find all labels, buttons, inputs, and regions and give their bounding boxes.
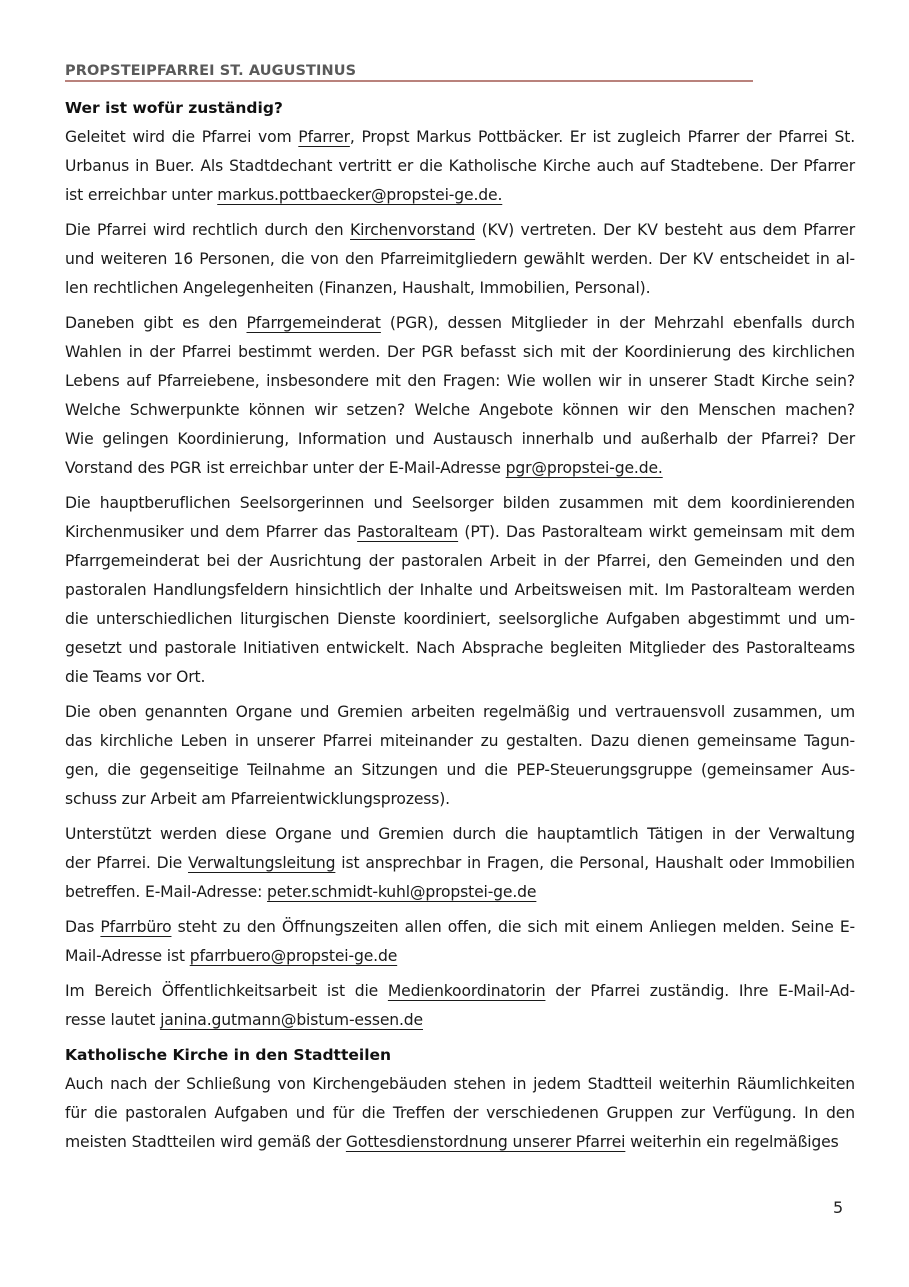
text-line [65,245,855,274]
text-line [65,518,855,547]
section-heading: Wer ist wofür zuständig? [65,99,283,117]
text-span: für die pastoralen Aufgaben und für die Treffen der verschiedenen Gruppen zur Verfügung. In den [65,1104,855,1122]
text-line [65,942,855,971]
text-span: ist ansprechbar in Fragen, die Personal, Haushalt oder Immobilien [335,854,855,872]
text-line [65,1128,855,1157]
text-span: meisten Stadtteilen wird gemäß der [65,1133,346,1151]
text-span: gen, die gegenseitige Teilnahme an Sitzungen und die PEP-Steuerungsgruppe (gemeinsamer Aus- [65,761,855,779]
text-line [65,785,855,814]
text-span: resse lautet [65,1011,161,1029]
paragraph [65,309,855,483]
text-line [65,977,855,1006]
text-span: Unterstützt werden diese Organe und Gremien durch die hauptamtlich Tätigen in der Verwaltung [65,825,855,843]
text-span: Auch nach der Schließung von Kirchengebäuden stehen in jedem Stadtteil weiterhin Räumlichkeiten [65,1075,855,1093]
text-line [65,663,855,692]
text-line [65,425,855,454]
section-heading: Katholische Kirche in den Stadtteilen [65,1046,392,1064]
text-span: , Propst Markus Pottbäcker. Er ist zugleich Pfarrer der Pfarrei St. [349,128,855,146]
text-line [65,396,855,425]
text-line [65,181,855,210]
text-span: Das [65,918,101,936]
text-line [65,913,855,942]
text-line [65,309,855,338]
text-line [65,727,855,756]
text-line [65,123,855,152]
text-line [65,634,855,663]
text-span: Wahlen in der Pfarrei bestimmt werden. Der PGR befasst sich mit der Koordinierung des kirchlichen [65,343,855,361]
text-span: Die Pfarrei wird rechtlich durch den [65,221,351,239]
text-span: Welche Schwerpunkte können wir setzen? Welche Angebote können wir den Menschen machen? [65,401,855,419]
reference-link[interactable]: Verwaltungsleitung [188,854,336,872]
text-span: (PGR), dessen Mitglieder in der Mehrzahl ebenfalls durch [380,314,855,332]
reference-link[interactable]: Kirchenvorstand [350,221,476,239]
text-span: Mail-Adresse ist [65,947,190,965]
text-span: Die oben genannten Organe und Gremien arbeiten regelmäßig und vertrauensvoll zusammen, um [65,703,855,721]
text-line [65,152,855,181]
paragraph [65,977,855,1035]
text-span: Pfarrgemeinderat bei der Ausrichtung der pastoralen Arbeit in der Pfarrei, den Gemeinden und den [65,552,855,570]
reference-link[interactable]: Pfarrgemeinderat [246,314,381,332]
text-line [65,338,855,367]
text-line [65,454,855,483]
paragraph [65,489,855,692]
text-line [65,274,855,303]
text-span: Vorstand des PGR ist erreichbar unter der E-Mail-Adresse [65,459,506,477]
text-line [65,1006,855,1035]
text-line [65,820,855,849]
text-span: gesetzt und pastorale Initiativen entwickelt. Nach Absprache begleiten Mitglieder des Pastoralteams [65,639,855,657]
text-line [65,1070,855,1099]
email-link[interactable]: pgr@propstei-ge.de. [505,459,663,477]
text-span: Lebens auf Pfarreiebene, insbesondere mit den Fragen: Wie wollen wir in unserer Stadt Kirche sein? [65,372,855,390]
text-span: (PT). Das Pastoralteam wirkt gemeinsam mit dem [458,523,855,541]
text-line [65,698,855,727]
text-line [65,756,855,785]
text-line [65,489,855,518]
paragraph [65,123,855,210]
paragraph [65,820,855,907]
text-span: das kirchliche Leben in unserer Pfarrei miteinander zu gestalten. Dazu dienen gemeinsame Tagun- [65,732,855,750]
text-span: betreffen. E-Mail-Adresse: [65,883,268,901]
text-span: steht zu den Öffnungszeiten allen offen, die sich mit einem Anliegen melden. Seine E- [171,918,856,936]
text-span: Geleitet wird die Pfarrei vom [65,128,299,146]
reference-link[interactable]: Medienkoordinatorin [387,982,546,1000]
text-span: Die hauptberuflichen Seelsorgerinnen und Seelsorger bilden zusammen mit dem koordinierenden [65,494,855,512]
text-line [65,576,855,605]
text-line [65,216,855,245]
page-content [65,94,855,1163]
text-span: weiterhin ein regelmäßiges [625,1133,839,1151]
text-span: die Teams vor Ort. [65,668,206,686]
email-link[interactable]: peter.schmidt-kuhl@propstei-ge.de [267,883,537,901]
reference-link[interactable]: Gottesdienstordnung unserer Pfarrei [345,1133,626,1151]
text-span: der Pfarrei zuständig. Ihre E-Mail-Ad- [545,982,855,1000]
text-span: Wie gelingen Koordinierung, Information und Austausch innerhalb und außerhalb der Pfarrei? Der [65,430,855,448]
reference-link[interactable]: Pastoralteam [357,523,459,541]
paragraph [65,1070,855,1157]
text-span: schuss zur Arbeit am Pfarreientwicklungsprozess). [65,790,450,808]
text-span: len rechtlichen Angelegenheiten (Finanzen, Haushalt, Immobilien, Personal). [65,279,651,297]
text-span: Urbanus in Buer. Als Stadtdechant vertritt er die Katholische Kirche auch auf Stadtebene. Der Pfarrer [65,157,855,175]
text-span: die unterschiedlichen liturgischen Dienste koordiniert, seelsorgliche Aufgaben abgestimmt und um- [65,610,855,628]
reference-link[interactable]: Pfarrer [298,128,350,146]
text-span: und weiteren 16 Personen, die von den Pfarreimitgliedern gewählt werden. Der KV entscheidet in al- [65,250,855,268]
text-span: pastoralen Handlungsfeldern hinsichtlich der Inhalte und Arbeitsweisen mit. Im Pastoralteam werden [65,581,855,599]
email-link[interactable]: markus.pottbaecker@propstei-ge.de. [217,186,503,204]
text-line [65,849,855,878]
text-line [65,1099,855,1128]
text-span: Kirchenmusiker und dem Pfarrer das [65,523,358,541]
email-link[interactable]: janina.gutmann@bistum-essen.de [160,1011,424,1029]
text-span: ist erreichbar unter [65,186,218,204]
text-line [65,547,855,576]
page-number: 5 [833,1198,844,1217]
reference-link[interactable]: Pfarrbüro [100,918,172,936]
paragraph [65,216,855,303]
running-head: PROPSTEIPFARREI ST. AUGUSTINUS [65,62,753,82]
text-line [65,605,855,634]
text-line [65,367,855,396]
paragraph [65,913,855,971]
text-span: der Pfarrei. Die [65,854,189,872]
text-span: Im Bereich Öffentlichkeitsarbeit ist die [65,982,388,1000]
text-span: Daneben gibt es den [65,314,247,332]
text-line [65,878,855,907]
email-link[interactable]: pfarrbuero@propstei-ge.de [189,947,398,965]
text-span: (KV) vertreten. Der KV besteht aus dem Pfarrer [475,221,855,239]
paragraph [65,698,855,814]
